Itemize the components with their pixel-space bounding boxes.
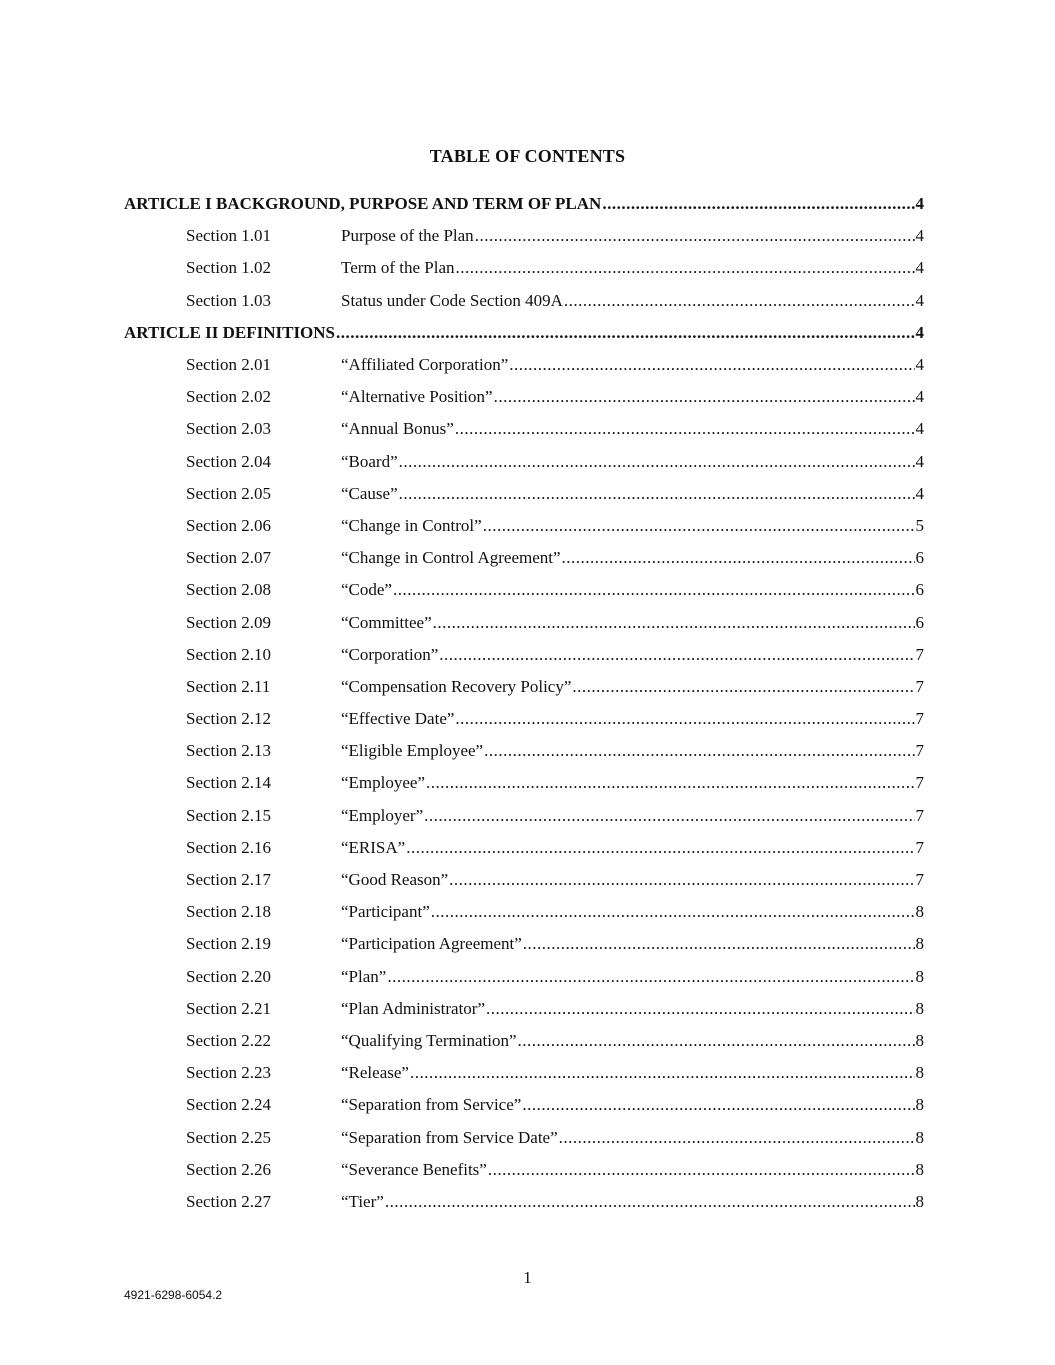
toc-section-entry[interactable] [124, 478, 924, 510]
entry-leader-line [341, 419, 916, 439]
entry-leader-line [341, 999, 916, 1019]
entry-title: “Good Reason” [341, 870, 449, 890]
entry-title: “Release” [341, 1063, 409, 1083]
toc-section-entry[interactable] [124, 252, 924, 284]
dot-leader [518, 1031, 915, 1051]
dot-leader [399, 484, 915, 504]
entry-title: “Change in Control” [341, 515, 482, 535]
entry-leader-line [341, 1095, 916, 1115]
section-number: Section 2.20 [186, 966, 271, 986]
entry-page-number: 4 [915, 355, 924, 375]
section-number: Section 2.12 [186, 709, 271, 729]
entry-page-number: 7 [915, 870, 924, 890]
dot-leader [494, 387, 915, 407]
section-number: Section 2.01 [186, 355, 271, 375]
entry-leader-line [341, 387, 916, 407]
entry-leader-line [341, 967, 916, 987]
section-number: Section 2.04 [186, 451, 271, 471]
entry-leader-line [341, 1160, 916, 1180]
entry-page-number: 8 [915, 998, 924, 1018]
entry-title: “Tier” [341, 1191, 384, 1211]
toc-article-entry[interactable] [124, 317, 924, 349]
dot-leader [431, 902, 915, 922]
section-number: Section 2.27 [186, 1191, 271, 1211]
entry-leader-line [341, 645, 916, 665]
dot-leader [488, 1160, 915, 1180]
entry-title: “Severance Benefits” [341, 1159, 487, 1179]
dot-leader [433, 613, 915, 633]
entry-title: “Eligible Employee” [341, 741, 484, 761]
section-number: Section 2.24 [186, 1095, 271, 1115]
dot-leader [564, 291, 915, 311]
entry-leader-line [341, 677, 916, 697]
toc-section-entry[interactable] [124, 1186, 924, 1218]
dot-leader [336, 323, 914, 343]
toc-section-entry[interactable] [124, 413, 924, 445]
entry-page-number: 7 [915, 644, 924, 664]
entry-title: “Alternative Position” [341, 387, 493, 407]
entry-page-number: 4 [915, 226, 924, 246]
dot-leader [393, 580, 915, 600]
entry-leader-line [341, 1128, 916, 1148]
entry-page-number: 4 [915, 194, 924, 214]
toc-section-entry[interactable] [124, 703, 924, 735]
dot-leader [406, 838, 914, 858]
dot-leader [387, 967, 914, 987]
entry-leader-line [341, 484, 916, 504]
entry-page-number: 8 [915, 1063, 924, 1083]
toc-section-entry[interactable] [124, 574, 924, 606]
entry-title: “Plan Administrator” [341, 998, 486, 1018]
dot-leader [484, 741, 914, 761]
entry-title: “Qualifying Termination” [341, 1030, 517, 1050]
entry-title: “Employer” [341, 805, 424, 825]
dot-leader [424, 806, 914, 826]
entry-title: “Compensation Recovery Policy” [341, 676, 572, 696]
toc-section-entry[interactable] [124, 767, 924, 799]
entry-title: “Participation Agreement” [341, 934, 522, 954]
entry-page-number: 8 [915, 934, 924, 954]
dot-leader [483, 516, 915, 536]
section-number: Section 2.07 [186, 548, 271, 568]
toc-section-entry[interactable] [124, 1154, 924, 1186]
toc-title: TABLE OF CONTENTS [429, 146, 626, 166]
section-number: Section 1.01 [186, 226, 271, 246]
section-number: Section 2.09 [186, 612, 271, 632]
entry-title: “Separation from Service Date” [341, 1127, 558, 1147]
section-number: Section 2.10 [186, 644, 271, 664]
entry-leader-line [341, 870, 916, 890]
toc-section-entry[interactable] [124, 993, 924, 1025]
entry-leader-line [341, 226, 916, 246]
entry-title: “Code” [341, 580, 392, 600]
entry-page-number: 4 [915, 290, 924, 310]
entry-title: “ERISA” [341, 837, 406, 857]
table-of-contents [124, 188, 924, 1218]
entry-title: Purpose of the Plan [341, 226, 474, 246]
section-number: Section 2.18 [186, 902, 271, 922]
toc-section-entry[interactable] [124, 961, 924, 993]
section-number: Section 2.03 [186, 419, 271, 439]
entry-page-number: 4 [915, 322, 924, 342]
toc-section-entry[interactable] [124, 1121, 924, 1153]
dot-leader [410, 1063, 915, 1083]
dot-leader [439, 645, 914, 665]
entry-page-number: 4 [915, 483, 924, 503]
entry-page-number: 7 [915, 676, 924, 696]
entry-page-number: 7 [915, 837, 924, 857]
toc-section-entry[interactable] [124, 542, 924, 574]
section-number: Section 2.23 [186, 1063, 271, 1083]
toc-section-entry[interactable] [124, 639, 924, 671]
entry-page-number: 8 [915, 902, 924, 922]
entry-leader-line [341, 838, 916, 858]
entry-leader-line [341, 258, 916, 278]
dot-leader [455, 419, 915, 439]
entry-page-number: 7 [915, 709, 924, 729]
entry-page-number: 8 [915, 1127, 924, 1147]
entry-page-number: 4 [915, 258, 924, 278]
toc-section-entry[interactable] [124, 1057, 924, 1089]
entry-page-number: 7 [915, 773, 924, 793]
entry-leader-line [341, 452, 916, 472]
dot-leader [486, 999, 914, 1019]
entry-page-number: 6 [915, 612, 924, 632]
entry-leader-line [124, 194, 916, 214]
entry-leader-line [341, 1192, 916, 1212]
section-number: Section 2.16 [186, 837, 271, 857]
dot-leader [572, 677, 914, 697]
toc-section-entry[interactable] [124, 735, 924, 767]
entry-leader-line [341, 902, 916, 922]
section-number: Section 1.02 [186, 258, 271, 278]
entry-title: “Change in Control Agreement” [341, 548, 561, 568]
entry-page-number: 4 [915, 387, 924, 407]
dot-leader [385, 1192, 915, 1212]
dot-leader [509, 355, 914, 375]
dot-leader [475, 226, 915, 246]
entry-leader-line [341, 291, 916, 311]
toc-section-entry[interactable] [124, 864, 924, 896]
entry-leader-line [124, 323, 916, 343]
entry-page-number: 5 [915, 515, 924, 535]
entry-leader-line [341, 806, 916, 826]
section-number: Section 2.15 [186, 805, 271, 825]
dot-leader [522, 1095, 914, 1115]
entry-leader-line [341, 580, 916, 600]
entry-title: “Affiliated Corporation” [341, 355, 509, 375]
toc-section-entry[interactable] [124, 220, 924, 252]
section-number: Section 2.08 [186, 580, 271, 600]
dot-leader [523, 934, 915, 954]
entry-leader-line [341, 934, 916, 954]
entry-leader-line [341, 548, 916, 568]
entry-page-number: 8 [915, 1030, 924, 1050]
entry-page-number: 8 [915, 1159, 924, 1179]
toc-section-entry[interactable] [124, 510, 924, 542]
toc-section-entry[interactable] [124, 928, 924, 960]
dot-leader [426, 773, 914, 793]
toc-section-entry[interactable] [124, 606, 924, 638]
toc-section-entry[interactable] [124, 1089, 924, 1121]
entry-page-number: 7 [915, 741, 924, 761]
document-id: 4921-6298-6054.2 [124, 1288, 223, 1302]
section-number: Section 2.26 [186, 1159, 271, 1179]
entry-page-number: 4 [915, 419, 924, 439]
entry-title: ARTICLE I BACKGROUND, PURPOSE AND TERM OF PLAN [124, 194, 602, 214]
entry-page-number: 8 [915, 1095, 924, 1115]
toc-section-entry[interactable] [124, 832, 924, 864]
toc-section-entry[interactable] [124, 446, 924, 478]
entry-page-number: 6 [915, 548, 924, 568]
toc-section-entry[interactable] [124, 671, 924, 703]
dot-leader [399, 452, 915, 472]
entry-title: “Employee” [341, 773, 426, 793]
section-number: Section 2.11 [186, 676, 271, 696]
entry-title: ARTICLE II DEFINITIONS [124, 322, 336, 342]
entry-leader-line [341, 709, 916, 729]
section-number: Section 2.22 [186, 1030, 271, 1050]
entry-title: “Participant” [341, 902, 430, 922]
entry-leader-line [341, 355, 916, 375]
entry-title: “Corporation” [341, 644, 439, 664]
entry-leader-line [341, 516, 916, 536]
entry-title: “Annual Bonus” [341, 419, 454, 439]
entry-page-number: 8 [915, 1191, 924, 1211]
section-number: Section 2.13 [186, 741, 271, 761]
dot-leader [602, 194, 914, 214]
entry-title: “Committee” [341, 612, 432, 632]
entry-page-number: 4 [915, 451, 924, 471]
entry-title: “Separation from Service” [341, 1095, 522, 1115]
dot-leader [449, 870, 914, 890]
entry-leader-line [341, 741, 916, 761]
section-number: Section 2.25 [186, 1127, 271, 1147]
entry-title: “Cause” [341, 483, 398, 503]
section-number: Section 2.05 [186, 483, 271, 503]
entry-leader-line [341, 1063, 916, 1083]
toc-section-entry[interactable] [124, 896, 924, 928]
dot-leader [562, 548, 915, 568]
entry-title: Term of the Plan [341, 258, 455, 278]
section-number: Section 2.19 [186, 934, 271, 954]
dot-leader [455, 709, 914, 729]
page-number: 1 [523, 1268, 532, 1287]
toc-section-entry[interactable] [124, 349, 924, 381]
entry-title: “Effective Date” [341, 709, 455, 729]
entry-leader-line [341, 1031, 916, 1051]
section-number: Section 2.06 [186, 515, 271, 535]
toc-article-entry[interactable] [124, 188, 924, 220]
entry-page-number: 6 [915, 580, 924, 600]
toc-section-entry[interactable] [124, 285, 924, 317]
dot-leader [456, 258, 915, 278]
entry-leader-line [341, 613, 916, 633]
section-number: Section 2.17 [186, 870, 271, 890]
entry-title: Status under Code Section 409A [341, 290, 563, 310]
section-number: Section 1.03 [186, 290, 271, 310]
section-number: Section 2.02 [186, 387, 271, 407]
dot-leader [559, 1128, 915, 1148]
section-number: Section 2.14 [186, 773, 271, 793]
entry-page-number: 7 [915, 805, 924, 825]
entry-page-number: 8 [915, 966, 924, 986]
entry-title: “Plan” [341, 966, 387, 986]
section-number: Section 2.21 [186, 998, 271, 1018]
toc-section-entry[interactable] [124, 800, 924, 832]
toc-section-entry[interactable] [124, 381, 924, 413]
entry-title: “Board” [341, 451, 398, 471]
toc-section-entry[interactable] [124, 1025, 924, 1057]
entry-leader-line [341, 773, 916, 793]
